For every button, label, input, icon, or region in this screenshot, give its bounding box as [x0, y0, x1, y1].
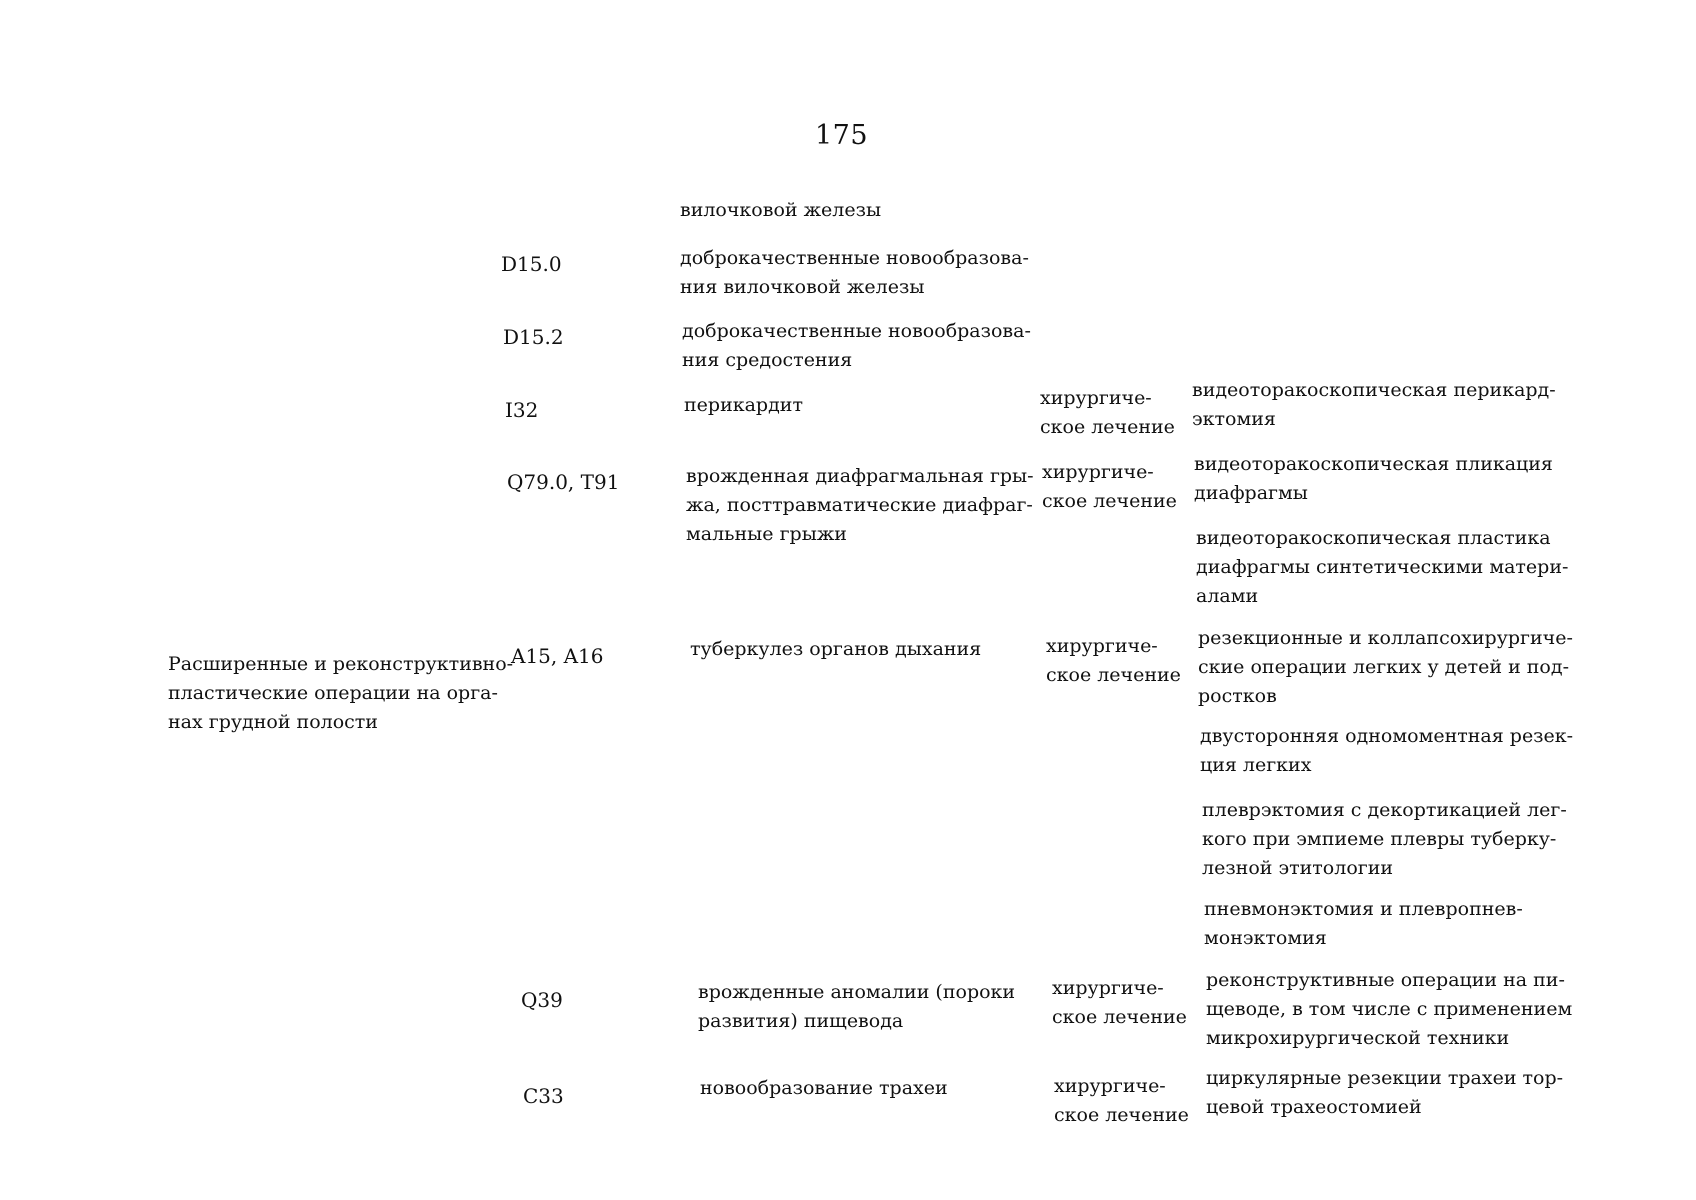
icd-code: A15, A16 — [511, 644, 604, 668]
treatment-method: видеоторакоскопическая перикард- эктомия — [1192, 379, 1556, 430]
treatment-method: видеоторакоскопическая пластика диафрагмы синтетическими матери- алами — [1196, 527, 1569, 607]
treatment-method: резекционные и коллапсохирургиче- ские операции легких у детей и под- ростков — [1198, 627, 1573, 707]
treatment-type: хирургиче- ское лечение — [1054, 1075, 1189, 1126]
diagnosis-text: доброкачественные новообразова- ния средостения — [682, 320, 1031, 371]
icd-code: I32 — [505, 398, 539, 422]
diagnosis-continuation: вилочковой железы — [680, 199, 882, 221]
icd-code: Q39 — [521, 988, 563, 1012]
diagnosis-text: новообразование трахеи — [700, 1077, 948, 1099]
icd-code: D15.0 — [501, 252, 562, 276]
treatment-method: циркулярные резекции трахеи тор- цевой трахеостомией — [1206, 1067, 1564, 1118]
group-title: Расширенные и реконструктивно- пластические операции на орга- нах грудной полости — [168, 653, 514, 733]
treatment-method: реконструктивные операции на пи- щеводе, в том числе с применением микрохирургической техники — [1206, 969, 1573, 1049]
treatment-method: плеврэктомия с декортикацией лег- кого при эмпиеме плевры туберку- лезной этитологии — [1202, 799, 1567, 879]
icd-code: C33 — [523, 1084, 564, 1108]
treatment-method: пневмонэктомия и плевропнев- монэктомия — [1204, 898, 1523, 949]
treatment-type: хирургиче- ское лечение — [1052, 977, 1187, 1028]
diagnosis-text: доброкачественные новообразова- ния вилочковой железы — [680, 247, 1029, 298]
icd-code: Q79.0, T91 — [507, 470, 620, 494]
diagnosis-text: перикардит — [684, 394, 803, 416]
page-number: 175 — [815, 120, 869, 151]
treatment-type: хирургиче- ское лечение — [1046, 635, 1181, 686]
diagnosis-text: туберкулез органов дыхания — [690, 638, 982, 660]
icd-code: D15.2 — [503, 325, 564, 349]
treatment-method: двусторонняя одномоментная резек- ция легких — [1200, 725, 1574, 776]
diagnosis-text: врожденная диафрагмальная гры- жа, посттравматические диафраг- мальные грыжи — [686, 465, 1034, 545]
treatment-type: хирургиче- ское лечение — [1042, 461, 1177, 512]
treatment-method: видеоторакоскопическая пликация диафрагмы — [1194, 453, 1553, 504]
treatment-type: хирургиче- ское лечение — [1040, 387, 1175, 438]
diagnosis-text: врожденные аномалии (пороки развития) пищевода — [698, 981, 1016, 1032]
